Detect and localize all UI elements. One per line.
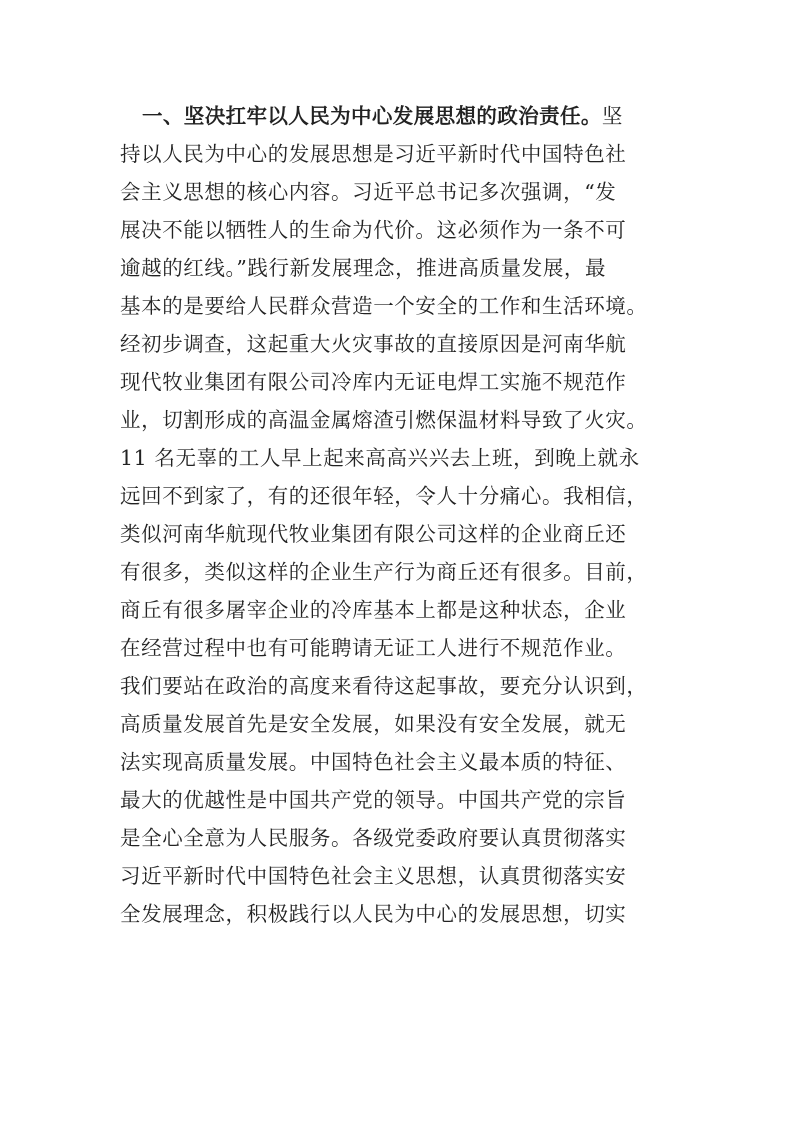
paragraph-text: 坚 — [601, 104, 623, 128]
paragraph-line: 远回不到家了，有的还很年轻，令人十分痛心。我相信， — [120, 484, 648, 508]
paragraph-line: 商丘有很多屠宰企业的冷库基本上都是这种状态，企业 — [120, 598, 627, 622]
section-heading: 一、坚决扛牢以人民为中心发展思想的政治责任。 — [142, 104, 602, 128]
paragraph-line: 类似河南华航现代牧业集团有限公司这样的企业商丘还 — [120, 522, 627, 546]
paragraph-line: 展决不能以牺牲人的生命为代价。这必须作为一条不可 — [120, 218, 627, 242]
paragraph-line: 在经营过程中也有可能聘请无证工人进行不规范作业。 — [120, 636, 627, 660]
paragraph-line: 逾越的红线。”践行新发展理念，推进高质量发展，最 — [120, 256, 607, 280]
paragraph-line: 我们要站在政治的高度来看待这起事故，要充分认识到， — [120, 674, 648, 698]
paragraph-line: 最大的优越性是中国共产党的领导。中国共产党的宗旨 — [120, 788, 627, 812]
paragraph-first-line — [120, 97, 690, 135]
paragraph-line: 全发展理念，积极践行以人民为中心的发展思想，切实 — [120, 902, 627, 926]
paragraph-line: 经初步调查，这起重大火灾事故的直接原因是河南华航 — [120, 332, 627, 356]
paragraph-line: 高质量发展首先是安全发展，如果没有安全发展，就无 — [120, 712, 627, 736]
body-paragraph — [120, 97, 690, 933]
paragraph-line: 现代牧业集团有限公司冷库内无证电焊工实施不规范作 — [120, 370, 627, 394]
paragraph-line: 会主义思想的核心内容。习近平总书记多次强调，“发 — [120, 180, 617, 204]
paragraph-line: 持以人民为中心的发展思想是习近平新时代中国特色社 — [120, 142, 627, 166]
paragraph-line: 11 名无辜的工人早上起来高高兴兴去上班，到晚上就永 — [120, 446, 640, 470]
paragraph-line: 基本的是要给人民群众营造一个安全的工作和生活环境。 — [120, 294, 648, 318]
paragraph-line: 是全心全意为人民服务。各级党委政府要认真贯彻落实 — [120, 826, 627, 850]
paragraph-line: 业，切割形成的高温金属熔渣引燃保温材料导致了火灾。 — [120, 408, 648, 432]
paragraph-line: 法实现高质量发展。中国特色社会主义最本质的特征、 — [120, 750, 627, 774]
paragraph-line: 习近平新时代中国特色社会主义思想，认真贯彻落实安 — [120, 864, 627, 888]
paragraph-line: 有很多，类似这样的企业生产行为商丘还有很多。目前， — [120, 560, 648, 584]
